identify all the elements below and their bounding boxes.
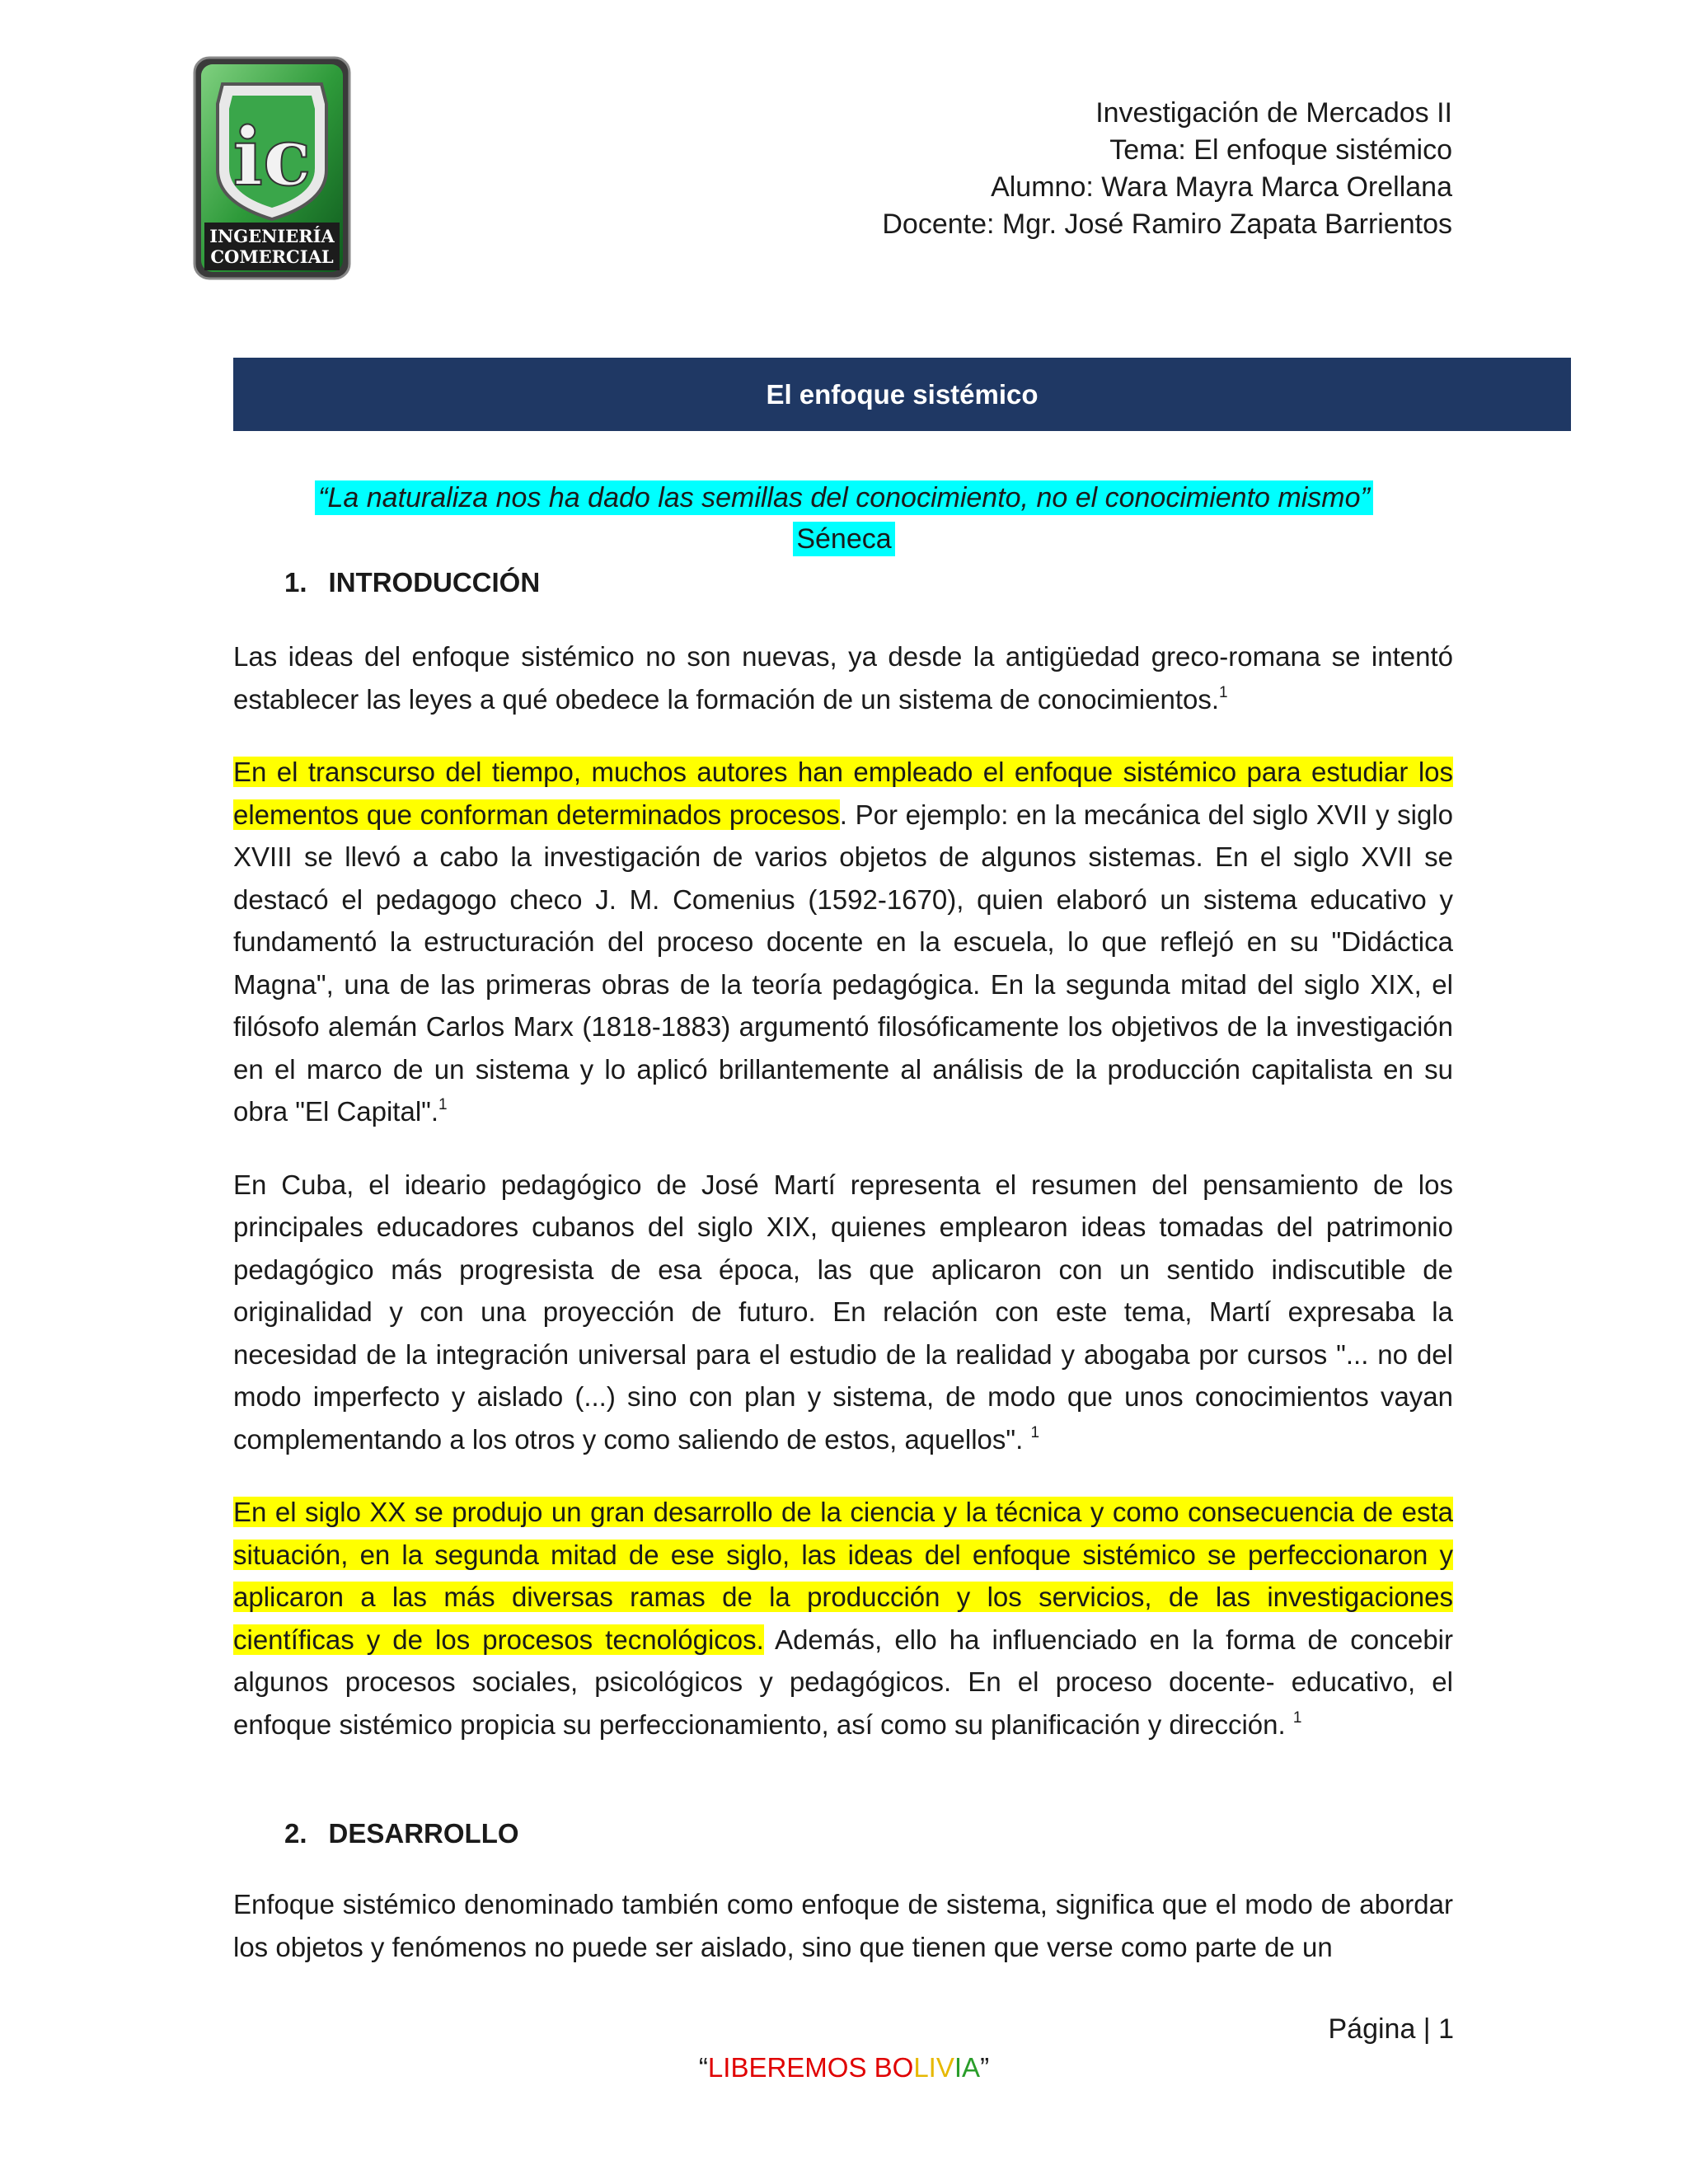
section-number: 1.	[284, 567, 307, 598]
paragraph: Las ideas del enfoque sistémico no son nuevas, ya desde la antigüedad greco-romana se intentó establecer las leyes a qué obedece la formación de un sistema de conocimientos.$^1$	[233, 641, 1453, 715]
development-body	[233, 1883, 1453, 1999]
section-number: 2.	[284, 1818, 307, 1849]
quote-text: “La naturaliza nos ha dado las semillas del conocimiento, no el conocimiento mismo”	[315, 480, 1373, 515]
footnote-ref: 1	[438, 1096, 448, 1113]
footer-slogan: “LIBEREMOS BOLIVIA”	[698, 2052, 990, 2083]
paragraph: En el transcurso del tiempo, muchos autores han empleado el enfoque sistémico para estudiar los elementos que conforman determinados procesos. Por ejemplo: en la mecánica del siglo XVII y siglo XVIII se llevó a cabo la investigación de varios objetos de algunos sistemas. En el siglo XVII se destacó el pedagogo checo J. M. Comenius (1592-1670), quien elaboró un sistema educativo y fundamentó la estructuración del proceso docente en la escuela, lo que reflejó en su "Didáctica Magna", una de las primeras obras de la teoría pedagógica. En la segunda mitad del siglo XIX, el filósofo alemán Carlos Marx (1818-1883) argumentó filosóficamente los objetivos de la investigación en el marco de un sistema y lo aplicó brillantemente al análisis de la producción capitalista en su obra "El Capital".$^1$	[233, 757, 1453, 1127]
section-heading-development	[284, 1818, 519, 1849]
paragraph: En Cuba, el ideario pedagógico de José Martí representa el resumen del pensamiento de los principales educadores cubanos del siglo XIX, quienes emplearon ideas tomadas del patrimonio pedagógico más progresista de esa época, las que aplicaron con un sentido indiscutible de originalidad y con una proyección de futuro. En relación con este tema, Martí expresaba la necesidad de la integración universal para el estudio de la realidad y abogaba por cursos "... no del modo imperfecto y aislado (...) sino con plan y sistema, de modo que unos conocimientos vayan complementando a los otros y como saliendo de estos, aquellos". $^1$	[233, 1169, 1453, 1455]
course-name: Investigación de Mercados II	[1095, 97, 1452, 129]
document-title-bar	[233, 358, 1571, 431]
quote-author: Séneca	[793, 522, 894, 556]
highlighted-text: En el transcurso del tiempo, muchos autores han empleado el enfoque sistémico para estudiar los elementos que conforman determinados procesos	[233, 757, 1453, 830]
epigraph-quote	[0, 482, 1688, 514]
svg-text:ic: ic	[232, 110, 312, 204]
document-header	[882, 95, 1452, 243]
paragraph: En el siglo XX se produjo un gran desarrollo de la ciencia y la técnica y como consecuencia de esta situación, en la segunda mitad de ese siglo, las ideas del enfoque sistémico se perfeccionaron y aplicaron a las más diversas ramas de la producción y los servicios, de las investigaciones científicas y de los procesos tecnológicos. Además, ello ha influenciado en la forma de concebir algunos procesos sociales, psicológicos y pedagógicos. En el proceso docente- educativo, el enfoque sistémico propicia su perfeccionamiento, así como su planificación y dirección. $^1$	[233, 1497, 1453, 1740]
epigraph-author	[0, 523, 1688, 555]
footnote-ref: 1	[1030, 1423, 1040, 1441]
institution-logo	[191, 54, 353, 282]
section-title: DESARROLLO	[328, 1818, 519, 1849]
section-title: INTRODUCCIÓN	[328, 567, 541, 598]
svg-text:COMERCIAL: COMERCIAL	[210, 246, 334, 267]
paragraph: Enfoque sistémico denominado también como enfoque de sistema, significa que el modo de abordar los objetos y fenómenos no puede ser aislado, sino que tienen que verse como parte de un	[233, 1889, 1453, 1962]
section-heading-introduction	[284, 567, 540, 598]
footnote-ref: 1	[1292, 1708, 1302, 1727]
footnote-ref: 1	[1219, 683, 1228, 701]
introduction-body	[233, 635, 1453, 1776]
highlighted-text: En el siglo XX se produjo un gran desarrollo de la ciencia y la técnica y como consecuencia de esta situación, en la segunda mitad de ese siglo, las ideas del enfoque sistémico se perfeccionaron y aplicaron a las más diversas ramas de la producción y los servicios, de las investigaciones científicas y de los procesos tecnológicos.	[233, 1497, 1453, 1655]
document-title: El enfoque sistémico	[766, 378, 1039, 410]
student-name: Alumno: Wara Mayra Marca Orellana	[991, 171, 1452, 203]
page-number: Página | 1	[1328, 2013, 1454, 2045]
topic: Tema: El enfoque sistémico	[1109, 134, 1452, 166]
svg-text:INGENIERÍA: INGENIERÍA	[209, 226, 335, 246]
teacher-name: Docente: Mgr. José Ramiro Zapata Barrientos	[882, 209, 1452, 240]
